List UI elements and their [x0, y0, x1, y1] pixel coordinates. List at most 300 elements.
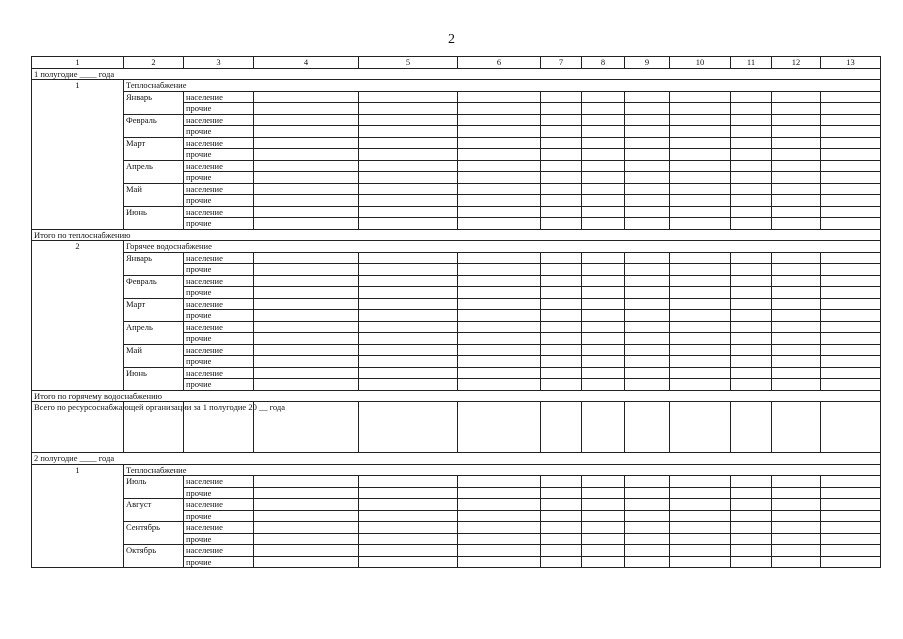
- category-label: прочие: [184, 126, 254, 138]
- month-label: Август: [124, 499, 184, 522]
- data-cell: [821, 160, 881, 172]
- data-cell: [359, 556, 458, 568]
- service-name: Горячее водоснабжение: [124, 241, 881, 253]
- data-cell: [541, 533, 582, 545]
- category-label: население: [184, 183, 254, 195]
- data-cell: [772, 522, 821, 534]
- data-cell: [731, 252, 772, 264]
- data-cell: [821, 264, 881, 276]
- data-cell: [821, 556, 881, 568]
- period-label: 1 полугодие ____ года: [32, 68, 881, 80]
- grand-total-label: Всего по ресурсоснабжающей организации за 1 полугодие 20 __ года: [32, 402, 124, 453]
- data-cell: [821, 206, 881, 218]
- data-cell: [254, 137, 359, 149]
- data-cell: [670, 510, 731, 522]
- data-cell: [670, 275, 731, 287]
- service-name: Теплоснабжение: [124, 80, 881, 92]
- data-cell: [359, 356, 458, 368]
- data-cell: [670, 556, 731, 568]
- data-cell: [670, 321, 731, 333]
- column-header: 3: [184, 57, 254, 69]
- data-cell: [458, 344, 541, 356]
- data-cell: [359, 522, 458, 534]
- total-label: Итого по горячему водоснабжению: [32, 390, 881, 402]
- data-cell: [359, 402, 458, 453]
- report-table: [31, 56, 881, 568]
- data-cell: [772, 356, 821, 368]
- category-label: прочие: [184, 487, 254, 499]
- data-cell: [541, 126, 582, 138]
- data-cell: [772, 218, 821, 230]
- data-cell: [458, 206, 541, 218]
- month-label: Март: [124, 137, 184, 160]
- data-cell: [625, 522, 670, 534]
- data-cell: [625, 137, 670, 149]
- data-cell: [582, 499, 625, 511]
- data-cell: [731, 91, 772, 103]
- data-cell: [582, 287, 625, 299]
- data-cell: [731, 206, 772, 218]
- month-row: [32, 91, 881, 103]
- data-cell: [625, 275, 670, 287]
- service-row: [32, 464, 881, 476]
- data-cell: [359, 476, 458, 488]
- data-cell: [625, 379, 670, 391]
- data-cell: [821, 310, 881, 322]
- data-cell: [359, 137, 458, 149]
- data-cell: [582, 310, 625, 322]
- data-cell: [670, 137, 731, 149]
- data-cell: [625, 321, 670, 333]
- data-cell: [772, 333, 821, 345]
- data-cell: [772, 379, 821, 391]
- data-cell: [772, 206, 821, 218]
- service-number: 1: [32, 80, 124, 230]
- data-cell: [359, 114, 458, 126]
- data-cell: [670, 522, 731, 534]
- month-label: Октябрь: [124, 545, 184, 568]
- data-cell: [731, 218, 772, 230]
- category-label: прочие: [184, 333, 254, 345]
- data-cell: [670, 487, 731, 499]
- category-label: население: [184, 321, 254, 333]
- data-cell: [541, 149, 582, 161]
- data-cell: [772, 321, 821, 333]
- data-cell: [582, 356, 625, 368]
- data-cell: [359, 379, 458, 391]
- month-row: [32, 183, 881, 195]
- data-cell: [625, 183, 670, 195]
- data-cell: [254, 183, 359, 195]
- data-cell: [458, 476, 541, 488]
- data-cell: [582, 556, 625, 568]
- data-cell: [625, 149, 670, 161]
- data-cell: [670, 218, 731, 230]
- data-cell: [731, 510, 772, 522]
- month-label: Апрель: [124, 160, 184, 183]
- data-cell: [731, 195, 772, 207]
- data-cell: [359, 103, 458, 115]
- column-header: 6: [458, 57, 541, 69]
- data-cell: [458, 499, 541, 511]
- data-cell: [821, 183, 881, 195]
- data-cell: [772, 402, 821, 453]
- category-label: прочие: [184, 556, 254, 568]
- data-cell: [625, 195, 670, 207]
- data-cell: [625, 126, 670, 138]
- data-cell: [359, 321, 458, 333]
- data-cell: [582, 218, 625, 230]
- period-row: [32, 453, 881, 465]
- data-cell: [625, 556, 670, 568]
- data-cell: [670, 149, 731, 161]
- data-cell: [541, 218, 582, 230]
- data-cell: [254, 126, 359, 138]
- data-cell: [541, 367, 582, 379]
- data-cell: [458, 310, 541, 322]
- data-cell: [254, 522, 359, 534]
- data-cell: [359, 367, 458, 379]
- total-label: Итого по теплоснабжению: [32, 229, 881, 241]
- category-label: население: [184, 252, 254, 264]
- header-row: [32, 57, 881, 69]
- data-cell: [772, 91, 821, 103]
- data-cell: [821, 137, 881, 149]
- category-label: население: [184, 137, 254, 149]
- data-cell: [359, 510, 458, 522]
- data-cell: [541, 172, 582, 184]
- data-cell: [625, 114, 670, 126]
- data-cell: [458, 333, 541, 345]
- data-cell: [582, 91, 625, 103]
- data-cell: [670, 160, 731, 172]
- column-header: 10: [670, 57, 731, 69]
- data-cell: [625, 545, 670, 557]
- data-cell: [458, 356, 541, 368]
- data-cell: [821, 333, 881, 345]
- data-cell: [541, 91, 582, 103]
- data-cell: [772, 287, 821, 299]
- data-cell: [359, 545, 458, 557]
- data-cell: [254, 160, 359, 172]
- month-label: Февраль: [124, 275, 184, 298]
- data-cell: [731, 533, 772, 545]
- data-cell: [731, 149, 772, 161]
- data-cell: [458, 556, 541, 568]
- data-cell: [670, 183, 731, 195]
- data-cell: [458, 321, 541, 333]
- month-row: [32, 114, 881, 126]
- data-cell: [254, 356, 359, 368]
- data-cell: [772, 487, 821, 499]
- data-cell: [582, 522, 625, 534]
- data-cell: [541, 287, 582, 299]
- month-label: Сентябрь: [124, 522, 184, 545]
- data-cell: [541, 275, 582, 287]
- grand-total-row: [32, 402, 881, 453]
- data-cell: [254, 103, 359, 115]
- category-label: население: [184, 91, 254, 103]
- data-cell: [582, 379, 625, 391]
- month-row: [32, 160, 881, 172]
- data-cell: [772, 264, 821, 276]
- data-cell: [541, 114, 582, 126]
- data-cell: [625, 510, 670, 522]
- data-cell: [821, 476, 881, 488]
- category-label: прочие: [184, 510, 254, 522]
- data-cell: [772, 149, 821, 161]
- data-cell: [625, 333, 670, 345]
- data-cell: [821, 356, 881, 368]
- data-cell: [731, 487, 772, 499]
- month-label: Январь: [124, 91, 184, 114]
- data-cell: [582, 533, 625, 545]
- data-cell: [254, 379, 359, 391]
- category-label: население: [184, 206, 254, 218]
- data-cell: [541, 333, 582, 345]
- data-cell: [772, 533, 821, 545]
- data-cell: [359, 160, 458, 172]
- category-label: население: [184, 160, 254, 172]
- data-cell: [582, 510, 625, 522]
- data-cell: [458, 91, 541, 103]
- data-cell: [254, 545, 359, 557]
- data-cell: [541, 103, 582, 115]
- month-label: Январь: [124, 252, 184, 275]
- data-cell: [582, 172, 625, 184]
- category-label: население: [184, 522, 254, 534]
- month-label: Март: [124, 298, 184, 321]
- data-cell: [458, 195, 541, 207]
- data-cell: [582, 160, 625, 172]
- data-cell: [582, 126, 625, 138]
- data-cell: [458, 379, 541, 391]
- data-cell: [582, 252, 625, 264]
- data-cell: [541, 264, 582, 276]
- data-cell: [582, 321, 625, 333]
- data-cell: [582, 402, 625, 453]
- data-cell: [541, 379, 582, 391]
- category-label: население: [184, 545, 254, 557]
- data-cell: [670, 367, 731, 379]
- data-cell: [772, 183, 821, 195]
- data-cell: [541, 206, 582, 218]
- data-cell: [254, 218, 359, 230]
- data-cell: [731, 402, 772, 453]
- data-cell: [582, 344, 625, 356]
- data-cell: [582, 103, 625, 115]
- data-cell: [582, 275, 625, 287]
- data-cell: [582, 183, 625, 195]
- category-label: прочие: [184, 310, 254, 322]
- data-cell: [254, 499, 359, 511]
- data-cell: [731, 499, 772, 511]
- data-cell: [458, 103, 541, 115]
- data-cell: [731, 545, 772, 557]
- category-label: население: [184, 275, 254, 287]
- data-cell: [254, 321, 359, 333]
- data-cell: [731, 287, 772, 299]
- data-cell: [821, 195, 881, 207]
- month-label: Май: [124, 344, 184, 367]
- category-label: население: [184, 476, 254, 488]
- data-cell: [772, 367, 821, 379]
- data-cell: [458, 287, 541, 299]
- data-cell: [670, 91, 731, 103]
- data-cell: [541, 310, 582, 322]
- data-cell: [821, 172, 881, 184]
- data-cell: [254, 510, 359, 522]
- data-cell: [731, 114, 772, 126]
- category-label: прочие: [184, 172, 254, 184]
- data-cell: [582, 476, 625, 488]
- data-cell: [625, 402, 670, 453]
- month-row: [32, 321, 881, 333]
- data-cell: [625, 356, 670, 368]
- column-header: 7: [541, 57, 582, 69]
- data-cell: [541, 183, 582, 195]
- data-cell: [772, 114, 821, 126]
- data-cell: [359, 126, 458, 138]
- data-cell: [359, 252, 458, 264]
- data-cell: [582, 114, 625, 126]
- month-row: [32, 344, 881, 356]
- data-cell: [541, 344, 582, 356]
- category-label: прочие: [184, 264, 254, 276]
- data-cell: [670, 344, 731, 356]
- data-cell: [458, 114, 541, 126]
- month-label: Февраль: [124, 114, 184, 137]
- month-row: [32, 137, 881, 149]
- data-cell: [821, 218, 881, 230]
- data-cell: [772, 298, 821, 310]
- data-cell: [458, 367, 541, 379]
- service-row: [32, 241, 881, 253]
- data-cell: [821, 533, 881, 545]
- data-cell: [359, 195, 458, 207]
- data-cell: [772, 275, 821, 287]
- data-cell: [458, 402, 541, 453]
- month-row: [32, 545, 881, 557]
- service-row: [32, 80, 881, 92]
- data-cell: [254, 149, 359, 161]
- data-cell: [821, 126, 881, 138]
- data-cell: [359, 499, 458, 511]
- data-cell: [359, 206, 458, 218]
- month-label: Май: [124, 183, 184, 206]
- data-cell: [731, 333, 772, 345]
- data-cell: [254, 252, 359, 264]
- data-cell: [731, 321, 772, 333]
- data-cell: [541, 556, 582, 568]
- data-cell: [821, 545, 881, 557]
- data-cell: [625, 218, 670, 230]
- data-cell: [254, 206, 359, 218]
- data-cell: [582, 298, 625, 310]
- data-cell: [625, 264, 670, 276]
- data-cell: [582, 487, 625, 499]
- data-cell: [582, 206, 625, 218]
- data-cell: [541, 160, 582, 172]
- data-cell: [821, 114, 881, 126]
- data-cell: [670, 379, 731, 391]
- data-cell: [670, 264, 731, 276]
- data-cell: [772, 103, 821, 115]
- data-cell: [731, 522, 772, 534]
- data-cell: [254, 310, 359, 322]
- data-cell: [821, 487, 881, 499]
- data-cell: [254, 487, 359, 499]
- data-cell: [821, 344, 881, 356]
- data-cell: [541, 476, 582, 488]
- data-cell: [458, 298, 541, 310]
- data-cell: [582, 333, 625, 345]
- data-cell: [731, 298, 772, 310]
- total-row: [32, 390, 881, 402]
- category-label: прочие: [184, 533, 254, 545]
- column-header: 4: [254, 57, 359, 69]
- data-cell: [731, 172, 772, 184]
- data-cell: [541, 545, 582, 557]
- data-cell: [821, 499, 881, 511]
- data-cell: [458, 275, 541, 287]
- data-cell: [772, 310, 821, 322]
- data-cell: [458, 545, 541, 557]
- data-cell: [359, 275, 458, 287]
- data-cell: [670, 476, 731, 488]
- data-cell: [670, 195, 731, 207]
- category-label: прочие: [184, 287, 254, 299]
- data-cell: [541, 499, 582, 511]
- month-label: Июль: [124, 476, 184, 499]
- data-cell: [458, 487, 541, 499]
- data-cell: [254, 533, 359, 545]
- data-cell: [670, 126, 731, 138]
- data-cell: [625, 298, 670, 310]
- data-cell: [359, 183, 458, 195]
- category-label: население: [184, 114, 254, 126]
- data-cell: [254, 556, 359, 568]
- data-cell: [731, 183, 772, 195]
- data-cell: [731, 356, 772, 368]
- data-cell: [625, 367, 670, 379]
- data-cell: [541, 487, 582, 499]
- service-name: Теплоснабжение: [124, 464, 881, 476]
- month-label: Апрель: [124, 321, 184, 344]
- data-cell: [541, 402, 582, 453]
- data-cell: [582, 195, 625, 207]
- data-cell: [772, 344, 821, 356]
- data-cell: [670, 499, 731, 511]
- data-cell: [772, 160, 821, 172]
- category-label: прочие: [184, 218, 254, 230]
- data-cell: [670, 287, 731, 299]
- data-cell: [670, 402, 731, 453]
- data-cell: [772, 499, 821, 511]
- data-cell: [670, 333, 731, 345]
- month-label: Июнь: [124, 367, 184, 390]
- data-cell: [254, 195, 359, 207]
- data-cell: [625, 476, 670, 488]
- data-cell: [359, 298, 458, 310]
- data-cell: [458, 172, 541, 184]
- data-cell: [458, 218, 541, 230]
- period-label: 2 полугодие ____ года: [32, 453, 881, 465]
- data-cell: [359, 310, 458, 322]
- data-cell: [254, 287, 359, 299]
- category-label: прочие: [184, 149, 254, 161]
- category-label: население: [184, 367, 254, 379]
